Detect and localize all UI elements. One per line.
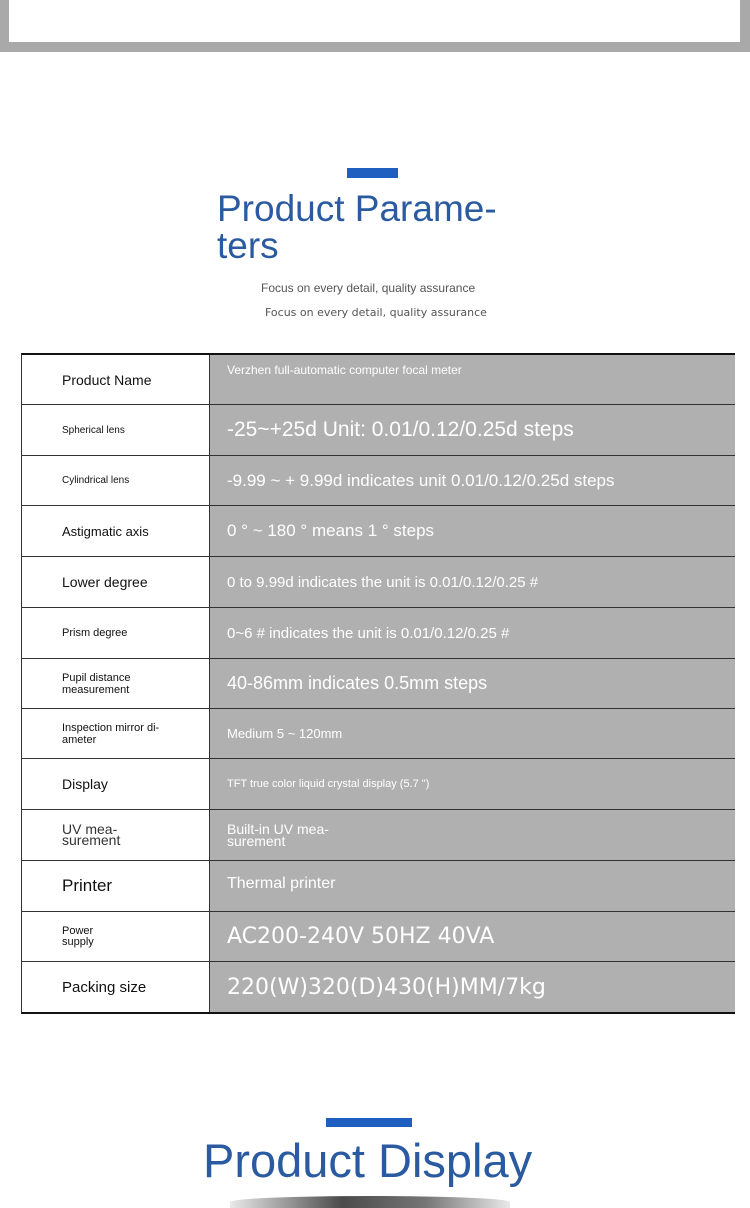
spec-label: Power supply xyxy=(22,912,210,961)
spec-label: Pupil distance measurement xyxy=(22,659,210,708)
spec-row-lower-degree xyxy=(22,557,735,608)
spec-table xyxy=(21,353,735,1014)
spec-value: -9.99 ~ + 9.99d indicates unit 0.01/0.12/0.25d steps xyxy=(210,456,735,505)
spec-row-packing-size xyxy=(22,962,735,1012)
spec-value: 0~6 # indicates the unit is 0.01/0.12/0.25 # xyxy=(210,608,735,658)
parameters-subtitle: Focus on every detail, quality assurance xyxy=(261,281,476,295)
parameters-title-line2: ters xyxy=(217,225,279,266)
parameters-title xyxy=(217,190,517,264)
spec-row-inspection-mirror xyxy=(22,709,735,759)
spec-label: Inspection mirror di-ameter xyxy=(22,709,210,758)
spec-value: 40-86mm indicates 0.5mm steps xyxy=(210,659,735,708)
spec-row-power-supply xyxy=(22,912,735,962)
spec-label: UV mea-surement xyxy=(22,810,210,860)
spec-row-pupil-distance xyxy=(22,659,735,709)
spec-value: -25~+25d Unit: 0.01/0.12/0.25d steps xyxy=(210,405,735,455)
spec-value: 0 ° ~ 180 ° means 1 ° steps xyxy=(210,506,735,556)
product-photo-edge xyxy=(230,1196,510,1208)
spec-row-uv-measurement xyxy=(22,810,735,861)
spec-label: Cylindrical lens xyxy=(22,456,210,505)
spec-label: Packing size xyxy=(22,962,210,1012)
spec-label: Lower degree xyxy=(22,557,210,607)
spec-row-cylindrical-lens xyxy=(22,456,735,506)
spec-label: Display xyxy=(22,759,210,809)
section-accent-bar xyxy=(347,168,398,178)
parameters-subtitle-repeat: Focus on every detail, quality assurance xyxy=(265,306,487,319)
spec-row-display xyxy=(22,759,735,810)
spec-value: Medium 5 ~ 120mm xyxy=(210,709,735,758)
spec-row-prism-degree xyxy=(22,608,735,659)
spec-row-astigmatic-axis xyxy=(22,506,735,557)
spec-value: TFT true color liquid crystal display (5.7 ") xyxy=(210,759,735,809)
section-accent-bar xyxy=(326,1118,412,1127)
spec-label: Prism degree xyxy=(22,608,210,658)
top-image-placeholder xyxy=(9,0,740,42)
spec-label: Printer xyxy=(22,861,210,911)
spec-row-printer xyxy=(22,861,735,912)
spec-row-product-name xyxy=(22,355,735,405)
spec-label: Product Name xyxy=(22,355,210,404)
spec-label: Spherical lens xyxy=(22,405,210,455)
spec-row-spherical-lens xyxy=(22,405,735,456)
spec-value: Thermal printer xyxy=(210,861,735,911)
spec-value: Built-in UV mea-surement xyxy=(210,810,735,860)
spec-label: Astigmatic axis xyxy=(22,506,210,556)
spec-value: AC200-240V 50HZ 40VA xyxy=(210,912,735,961)
spec-value: 220(W)320(D)430(H)MM/7kg xyxy=(210,962,735,1012)
spec-value: Verzhen full-automatic computer focal meter xyxy=(210,355,735,404)
parameters-title-line1: Product Parame- xyxy=(217,188,497,229)
spec-value: 0 to 9.99d indicates the unit is 0.01/0.12/0.25 # xyxy=(210,557,735,607)
display-title: Product Display xyxy=(203,1134,533,1187)
